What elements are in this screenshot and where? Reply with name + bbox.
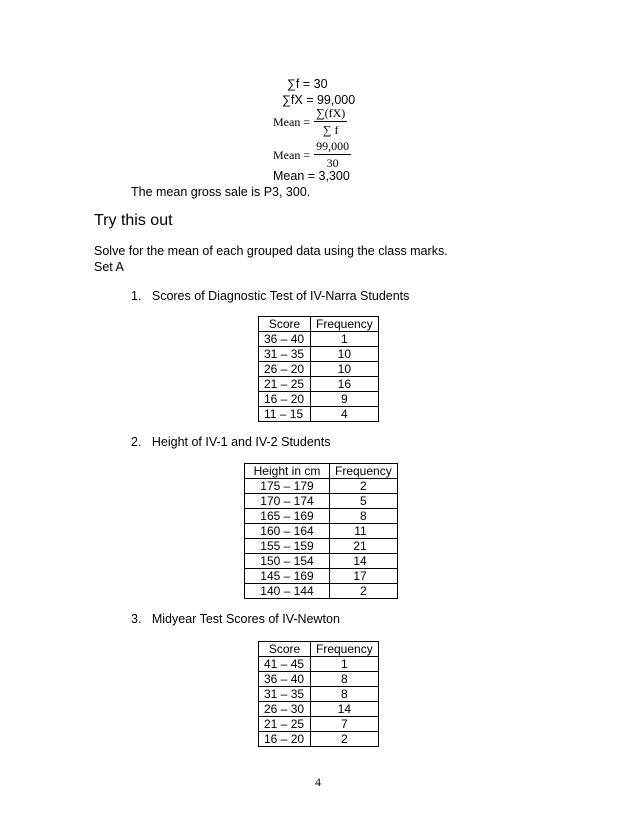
frequency-value: 4 bbox=[311, 407, 379, 422]
class-interval: 31 – 35 bbox=[259, 687, 311, 702]
frequency-value: 8 bbox=[311, 672, 379, 687]
problem-title: Height of IV-1 and IV-2 Students bbox=[151, 435, 331, 449]
table-row bbox=[259, 702, 379, 717]
frequency-value: 1 bbox=[311, 332, 379, 347]
table-row bbox=[259, 657, 379, 672]
problem-2-heading bbox=[131, 435, 330, 449]
sum-fx-line: ∑fX = 99,000 bbox=[282, 93, 356, 107]
frequency-value: 1 bbox=[311, 657, 379, 672]
class-interval: 165 – 169 bbox=[245, 509, 330, 524]
frequency-value: 7 bbox=[311, 717, 379, 732]
problem-number: 3. bbox=[131, 612, 142, 626]
frequency-value: 9 bbox=[311, 392, 379, 407]
fraction-numerator: 99,000 bbox=[316, 139, 350, 153]
column-header: Frequency bbox=[330, 464, 398, 479]
class-interval: 11 – 15 bbox=[259, 407, 311, 422]
table-row bbox=[245, 524, 398, 539]
frequency-value: 11 bbox=[330, 524, 398, 539]
table-row bbox=[245, 569, 398, 584]
class-interval: 26 – 30 bbox=[259, 702, 311, 717]
table-row bbox=[245, 479, 398, 494]
class-interval: 16 – 20 bbox=[259, 392, 311, 407]
frequency-value: 17 bbox=[330, 569, 398, 584]
class-interval: 26 – 20 bbox=[259, 362, 311, 377]
frequency-value: 10 bbox=[311, 362, 379, 377]
mean-result: Mean = 3,300 bbox=[273, 169, 350, 183]
table-row bbox=[259, 377, 379, 392]
class-interval: 150 – 154 bbox=[245, 554, 330, 569]
table-row bbox=[259, 687, 379, 702]
instructions-text: Solve for the mean of each grouped data using the class marks. bbox=[94, 244, 448, 258]
frequency-table-3 bbox=[258, 641, 379, 747]
sum-f-line: ∑f = 30 bbox=[287, 77, 328, 91]
mean-substitution bbox=[273, 140, 351, 170]
problem-number: 2. bbox=[131, 435, 142, 449]
class-interval: 175 – 179 bbox=[245, 479, 330, 494]
class-interval: 140 – 144 bbox=[245, 584, 330, 599]
conclusion-text: The mean gross sale is P3, 300. bbox=[131, 185, 311, 199]
frequency-value: 14 bbox=[330, 554, 398, 569]
column-header: Frequency bbox=[311, 317, 379, 332]
table-row bbox=[245, 509, 398, 524]
frequency-value: 10 bbox=[311, 347, 379, 362]
class-interval: 21 – 25 bbox=[259, 717, 311, 732]
frequency-value: 16 bbox=[311, 377, 379, 392]
frequency-value: 14 bbox=[311, 702, 379, 717]
class-interval: 155 – 159 bbox=[245, 539, 330, 554]
mean-formula bbox=[273, 107, 347, 137]
class-interval: 160 – 164 bbox=[245, 524, 330, 539]
table-row bbox=[245, 494, 398, 509]
mean-label: Mean = bbox=[273, 147, 311, 162]
set-label: Set A bbox=[94, 260, 124, 274]
table-row bbox=[259, 347, 379, 362]
class-interval: 41 – 45 bbox=[259, 657, 311, 672]
class-interval: 16 – 20 bbox=[259, 732, 311, 747]
frequency-value: 2 bbox=[311, 732, 379, 747]
problem-1-heading bbox=[131, 289, 409, 303]
column-header: Score bbox=[259, 642, 311, 657]
column-header: Frequency bbox=[311, 642, 379, 657]
class-interval: 31 – 35 bbox=[259, 347, 311, 362]
frequency-value: 8 bbox=[330, 509, 398, 524]
problem-3-heading bbox=[131, 612, 340, 626]
column-header: Score bbox=[259, 317, 311, 332]
page-number: 4 bbox=[315, 775, 321, 789]
frequency-table-1 bbox=[258, 316, 379, 422]
problem-title: Midyear Test Scores of IV-Newton bbox=[151, 612, 340, 626]
table-header-row bbox=[259, 317, 379, 332]
table-row bbox=[259, 392, 379, 407]
table-row bbox=[259, 407, 379, 422]
class-interval: 36 – 40 bbox=[259, 672, 311, 687]
table-header-row bbox=[245, 464, 398, 479]
frequency-table-2 bbox=[244, 463, 398, 599]
fraction-denominator: 30 bbox=[326, 156, 339, 170]
fraction-numerator: ∑(fX) bbox=[316, 106, 346, 120]
table-header-row bbox=[259, 642, 379, 657]
table-row bbox=[259, 717, 379, 732]
fraction-denominator: ∑ f bbox=[322, 123, 339, 137]
class-interval: 170 – 174 bbox=[245, 494, 330, 509]
table-row bbox=[245, 539, 398, 554]
problem-number: 1. bbox=[131, 289, 142, 303]
frequency-value: 5 bbox=[330, 494, 398, 509]
mean-fraction bbox=[314, 107, 347, 137]
frequency-value: 2 bbox=[330, 584, 398, 599]
class-interval: 145 – 169 bbox=[245, 569, 330, 584]
table-row bbox=[245, 554, 398, 569]
column-header: Height in cm bbox=[245, 464, 330, 479]
table-row bbox=[259, 362, 379, 377]
frequency-value: 2 bbox=[330, 479, 398, 494]
mean-label: Mean = bbox=[273, 114, 311, 129]
table-row bbox=[259, 332, 379, 347]
table-row bbox=[259, 732, 379, 747]
problem-title: Scores of Diagnostic Test of IV-Narra Students bbox=[151, 289, 410, 303]
table-row bbox=[259, 672, 379, 687]
frequency-value: 21 bbox=[330, 539, 398, 554]
section-title: Try this out bbox=[94, 212, 173, 229]
table-row bbox=[245, 584, 398, 599]
class-interval: 36 – 40 bbox=[259, 332, 311, 347]
class-interval: 21 – 25 bbox=[259, 377, 311, 392]
substitution-fraction bbox=[314, 140, 351, 170]
frequency-value: 8 bbox=[311, 687, 379, 702]
